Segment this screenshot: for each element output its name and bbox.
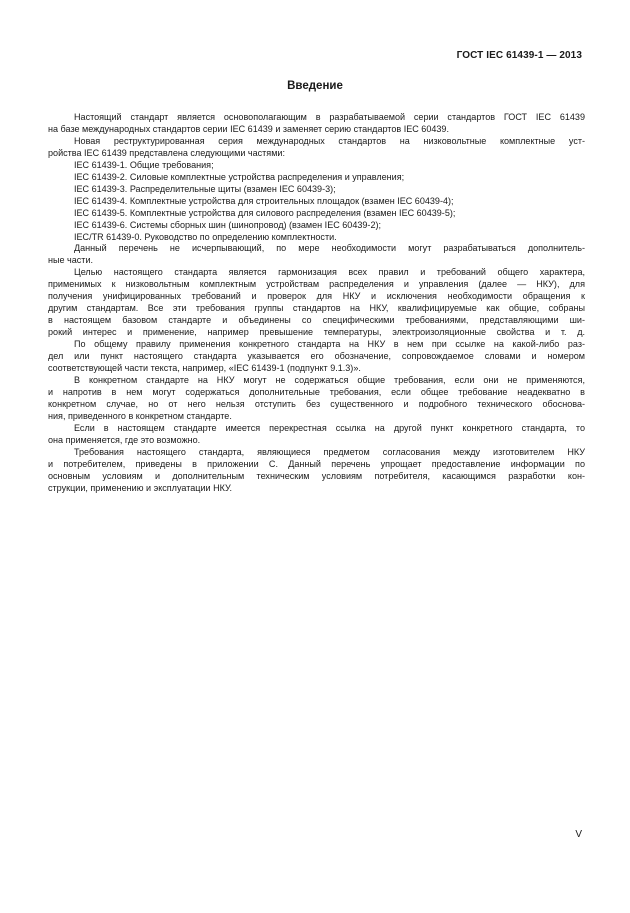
- text-line: Новая реструктурированная серия международных стандартов на низковольтные комплектные уст-: [74, 135, 585, 146]
- text-line: ройства IEC 61439 представлена следующими частями:: [48, 147, 285, 158]
- document-code-header: ГОСТ IEC 61439-1 — 2013: [456, 50, 582, 61]
- text-line: IEC 61439-6. Системы сборных шин (шинопровод) (взамен IEC 60439-2);: [74, 219, 382, 230]
- text-line: основным условиям и дополнительным техническим условиям потребителя, касающимся разработки кон-: [48, 470, 585, 481]
- text-line: IEC 61439-4. Комплектные устройства для строительных площадок (взамен IEC 60439-4);: [74, 195, 454, 206]
- text-line: другим стандартам. Все эти требования группы стандартов на НКУ, квалифицируемые как общие, собраны: [48, 303, 585, 314]
- text-line: и напротив в нем могут содержаться дополнительные требования, если общее требование неадекватно в: [48, 386, 585, 397]
- text-line: струкции, применению и эксплуатации НКУ.: [48, 482, 233, 493]
- text-line: IEC 61439-5. Комплектные устройства для силового распределения (взамен IEC 60439-5);: [74, 207, 456, 218]
- introduction-body: [48, 112, 585, 495]
- text-line: ные части.: [48, 255, 94, 266]
- text-line: и потребителем, приведены в приложении С. Данный перечень упрощает предоставление информации по: [48, 458, 585, 469]
- text-line: В конкретном стандарте на НКУ могут не содержаться общие требования, если они не применяются,: [74, 374, 585, 385]
- section-title: Введение: [287, 80, 343, 92]
- text-line: дел или пункт настоящего стандарта указывается его обозначение, сопровождаемое словами и номером: [48, 351, 585, 362]
- text-line: Если в настоящем стандарте имеется перекрестная ссылка на другой пункт конкретного стандарта, то: [74, 422, 585, 433]
- text-line: Целью настоящего стандарта является гармонизация всех правил и требований общего характера,: [74, 267, 585, 278]
- text-line: Данный перечень не исчерпывающий, по мере необходимости могут разрабатываться дополнитель-: [74, 243, 585, 254]
- text-line: получения унифицированных требований и проверок для НКУ и исключения необходимости обращения к: [48, 291, 585, 302]
- text-line: рокий интерес и применение, например превышение температуры, электроизоляционные свойства и т. д.: [48, 327, 585, 338]
- text-line: в настоящем базовом стандарте и объединены со специфическими требованиями, представляющими ши-: [48, 315, 585, 326]
- text-line: она применяется, где это возможно.: [48, 434, 201, 445]
- text-line: IEC/TR 61439-0. Руководство по определению комплектности.: [74, 231, 337, 242]
- page-number: V: [575, 829, 582, 840]
- text-line: Требования настоящего стандарта, являющиеся предметом согласования между изготовителем НКУ: [74, 446, 585, 457]
- text-line: применимых к низковольтным комплектным устройствам распределения и управления (далее — НКУ), для: [48, 279, 585, 290]
- text-line: на базе международных стандартов серии IEC 61439 и заменяет серию стандартов IEC 60439.: [48, 123, 449, 134]
- text-line: Настоящий стандарт является основополагающим в разрабатываемой серии стандартов ГОСТ IEC 61439: [74, 112, 585, 122]
- text-line: По общему правилу применения конкретного стандарта на НКУ в нем при ссылке на какой-либо раз-: [74, 339, 585, 350]
- text-line: IEC 61439-3. Распределительные щиты (взамен IEC 60439-3);: [74, 183, 336, 194]
- text-line: конкретном случае, но от него нельзя отступить без существенного и подробного технического обоснова-: [48, 398, 585, 409]
- text-line: IEC 61439-1. Общие требования;: [74, 159, 214, 170]
- text-line: ния, приведенного в конкретном стандарте.: [48, 410, 232, 421]
- text-line: соответствующей части текста, например, «IEC 61439-1 (подпункт 9.1.3)».: [48, 363, 361, 374]
- text-line: IEC 61439-2. Силовые комплектные устройства распределения и управления;: [74, 171, 405, 182]
